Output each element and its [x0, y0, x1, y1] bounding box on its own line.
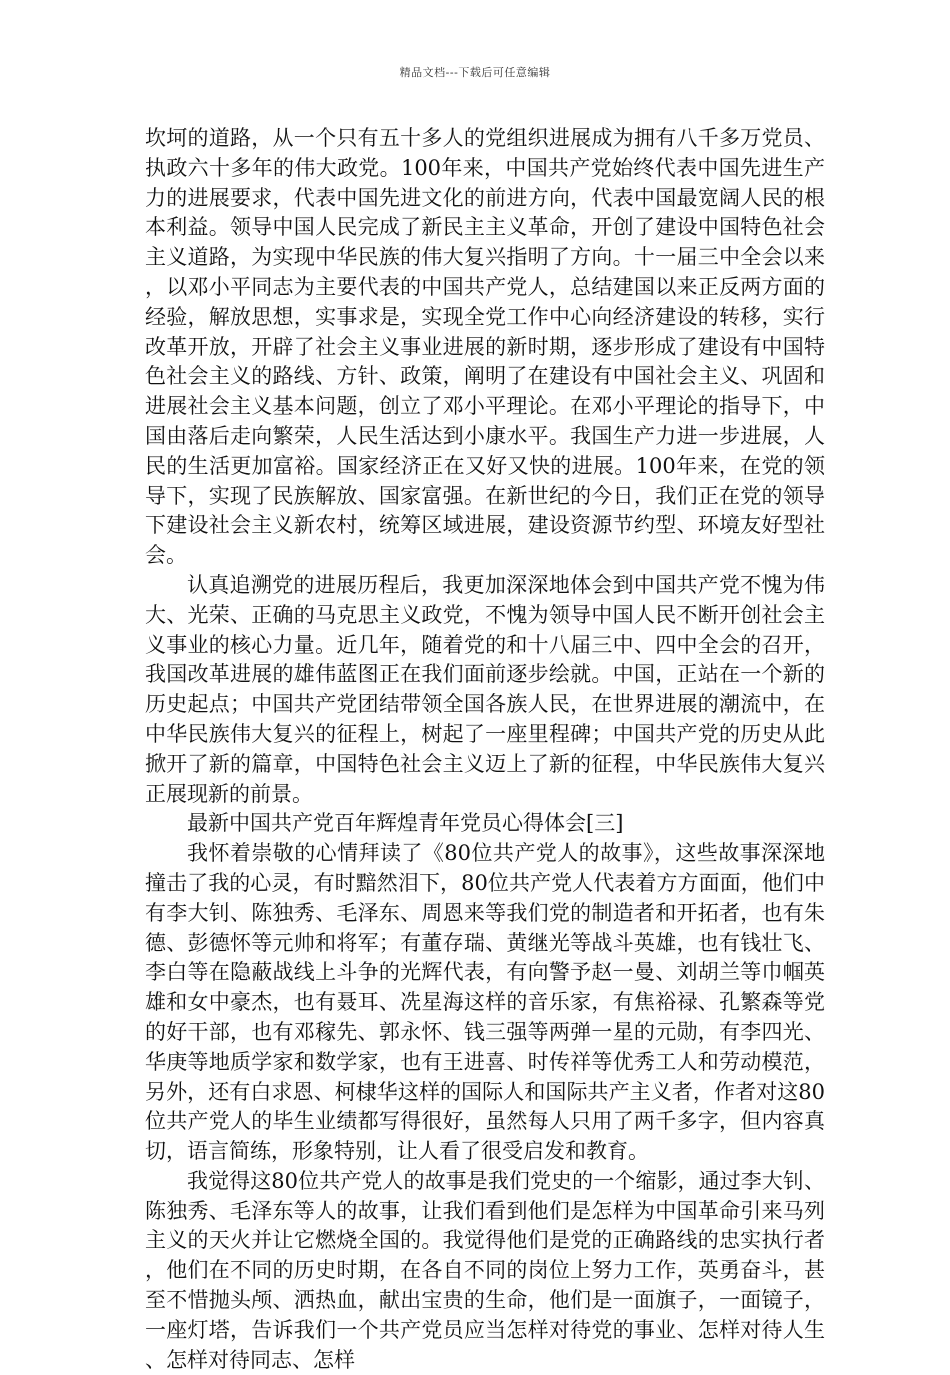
document-body — [145, 124, 825, 1375]
paragraph-2: 认真追溯党的进展历程后，我更加深深地体会到中国共产党不愧为伟大、光荣、正确的马克思主义政党，不愧为领导中国人民不断开创社会主义事业的核心力量。近几年，随着党的和十八届三中、四中全会的召开，我国改革进展的雄伟蓝图正在我们面前逐步绘就。中国，正站在一个新的历史起点；中国共产党团结带领全国各族人民，在世界进展的潮流中，在中华民族伟大复兴的征程上，树起了一座里程碑；中国共产党的历史从此掀开了新的篇章，中国特色社会主义迈上了新的征程，中华民族伟大复兴正展现新的前景。 — [145, 572, 825, 806]
paragraph-1: 坎坷的道路，从一个只有五十多人的党组织进展成为拥有八千多万党员、执政六十多年的伟大政党。100年来，中国共产党始终代表中国先进生产力的进展要求，代表中国先进文化的前进方向，代表中国最宽阔人民的根本利益。领导中国人民完成了新民主主义革命，开创了建设中国特色社会主义道路，为实现中华民族的伟大复兴指明了方向。十一届三中全会以来，以邓小平同志为主要代表的中国共产党人，总结建国以来正反两方面的经验，解放思想，实事求是，实现全党工作中心向经济建设的转移，实行改革开放，开辟了社会主义事业进展的新时期，逐步形成了建设有中国特色社会主义的路线、方针、政策，阐明了在建设有中国社会主义、巩固和进展社会主义基本问题，创立了邓小平理论。在邓小平理论的指导下，中国由落后走向繁荣，人民生活达到小康水平。我国生产力进一步进展，人民的生活更加富裕。国家经济正在又好又快的进展。100年来，在党的领导下，实现了民族解放、国家富强。在新世纪的今日，我们正在党的领导下建设社会主义新农村，统筹区域进展，建设资源节约型、环境友好型社会。 — [145, 126, 825, 568]
page-header: 精品文档---下载后可任意编辑 — [399, 66, 551, 79]
paragraph-3: 我怀着崇敬的心情拜读了《80位共产党人的故事》，这些故事深深地撞击了我的心灵，有时黯然泪下，80位共产党人代表着方方面面，他们中有李大钊、陈独秀、毛泽东、周恩来等我们党的制造者和开拓者，也有朱德、彭德怀等元帅和将军；有董存瑞、黄继光等战斗英雄，也有钱壮飞、李白等在隐蔽战线上斗争的光辉代表，有向警予赵一曼、刘胡兰等巾帼英雄和女中豪杰，也有聂耳、冼星海这样的音乐家，有焦裕禄、孔繁森等党的好干部，也有邓稼先、郭永怀、钱三强等两弹一星的元勋，有李四光、华庚等地质学家和数学家，也有王进喜、时传祥等优秀工人和劳动模范，另外，还有白求恩、柯棣华这样的国际人和国际共产主义者，作者对这80位共产党人的毕生业绩都写得很好，虽然每人只用了两千多字，但内容真切，语言简练，形象特别，让人看了很受启发和教育。 — [145, 841, 825, 1164]
section-subtitle: 最新中国共产党百年辉煌青年党员心得体会[三] — [187, 811, 624, 836]
paragraph-4: 我觉得这80位共产党人的故事是我们党史的一个缩影，通过李大钊、陈独秀、毛泽东等人的故事，让我们看到他们是怎样为中国革命引来马列主义的天火并让它燃烧全国的。我觉得他们是党的正确路线的忠实执行者，他们在不同的历史时期，在各自不同的岗位上努力工作，英勇奋斗，甚至不惜抛头颅、洒热血，献出宝贵的生命，他们是一面旗子，一面镜子，一座灯塔，告诉我们一个共产党员应当怎样对待党的事业、怎样对待人生、怎样对待同志、怎样 — [145, 1168, 825, 1372]
